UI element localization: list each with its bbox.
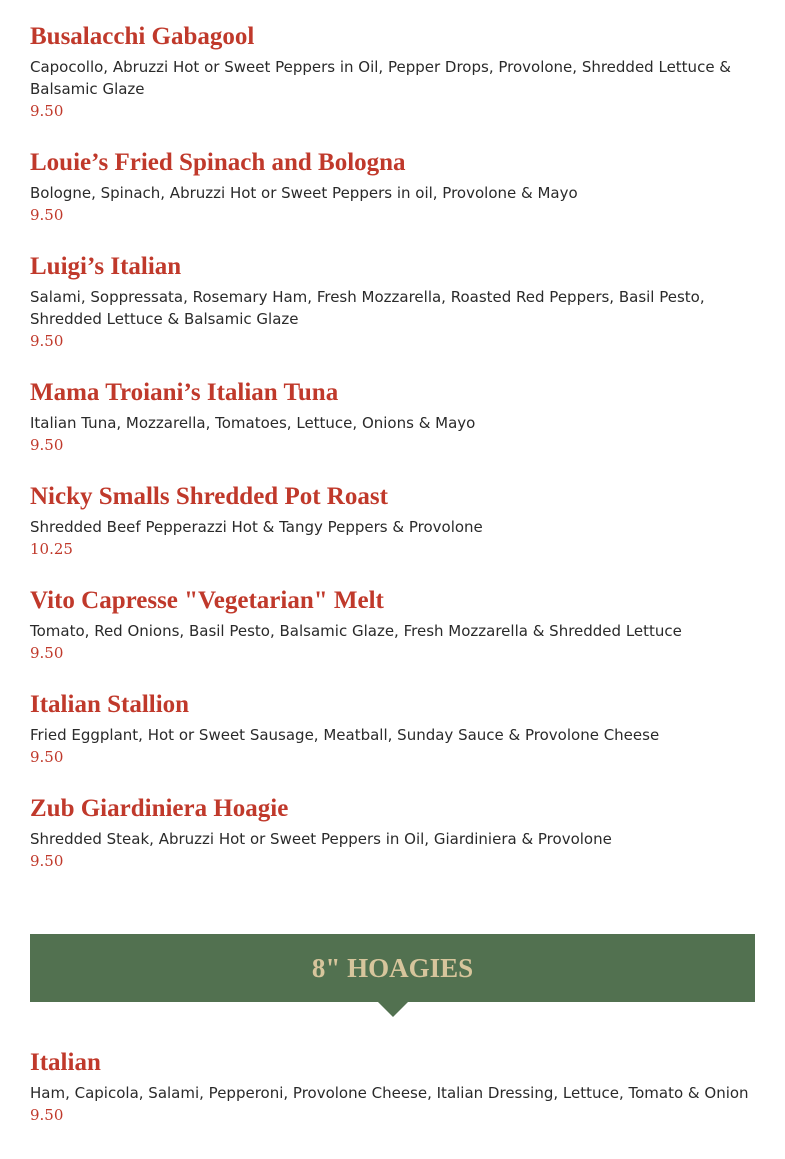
hoagie-list bbox=[30, 1048, 755, 1126]
item-name: Luigi’s Italian bbox=[30, 253, 182, 280]
item-price: 10.25 bbox=[30, 540, 73, 558]
item-description: Salami, Soppressata, Rosemary Ham, Fresh Mozzarella, Roasted Red Peppers, Basil Pesto, Shredded Lettuce & Balsamic Glaze bbox=[30, 288, 705, 328]
item-price: 9.50 bbox=[30, 332, 64, 350]
item-price: 9.50 bbox=[30, 748, 64, 766]
item-description: Shredded Beef Pepperazzi Hot & Tangy Peppers & Provolone bbox=[30, 518, 483, 536]
section-title: 8" HOAGIES bbox=[311, 952, 474, 983]
menu-item bbox=[30, 482, 755, 560]
item-description: Fried Eggplant, Hot or Sweet Sausage, Meatball, Sunday Sauce & Provolone Cheese bbox=[30, 726, 660, 744]
item-price: 9.50 bbox=[30, 206, 64, 224]
item-price: 9.50 bbox=[30, 852, 64, 870]
item-name: Vito Capresse "Vegetarian" Melt bbox=[30, 587, 384, 614]
item-name: Mama Troiani’s Italian Tuna bbox=[30, 379, 339, 406]
menu-item bbox=[30, 794, 755, 872]
item-name: Nicky Smalls Shredded Pot Roast bbox=[30, 483, 388, 510]
menu-item bbox=[30, 378, 755, 456]
item-name: Italian bbox=[30, 1049, 101, 1076]
item-price: 9.50 bbox=[30, 644, 64, 662]
item-description: Tomato, Red Onions, Basil Pesto, Balsamic Glaze, Fresh Mozzarella & Shredded Lettuce bbox=[30, 622, 682, 640]
item-description: Italian Tuna, Mozzarella, Tomatoes, Lettuce, Onions & Mayo bbox=[30, 414, 476, 432]
menu-item bbox=[30, 252, 755, 352]
item-name: Italian Stallion bbox=[30, 691, 190, 718]
menu-item bbox=[30, 586, 755, 664]
item-name: Louie’s Fried Spinach and Bologna bbox=[30, 149, 406, 176]
menu-item bbox=[30, 22, 755, 122]
item-price: 9.50 bbox=[30, 436, 64, 454]
menu-item bbox=[30, 1048, 755, 1126]
banner-arrow-decoration bbox=[378, 1002, 408, 1017]
item-description: Ham, Capicola, Salami, Pepperoni, Provolone Cheese, Italian Dressing, Lettuce, Tomato & Onion bbox=[30, 1084, 749, 1102]
hoagies-section-banner bbox=[30, 934, 755, 1002]
item-price: 9.50 bbox=[30, 102, 64, 120]
item-name: Zub Giardiniera Hoagie bbox=[30, 795, 289, 822]
item-description: Bologne, Spinach, Abruzzi Hot or Sweet Peppers in oil, Provolone & Mayo bbox=[30, 184, 578, 202]
menu-item bbox=[30, 148, 755, 226]
item-name: Busalacchi Gabagool bbox=[30, 23, 255, 50]
item-description: Capocollo, Abruzzi Hot or Sweet Peppers in Oil, Pepper Drops, Provolone, Shredded Lettuce & Balsamic Glaze bbox=[30, 58, 732, 98]
menu-item bbox=[30, 690, 755, 768]
item-price: 9.50 bbox=[30, 1106, 64, 1124]
item-description: Shredded Steak, Abruzzi Hot or Sweet Peppers in Oil, Giardiniera & Provolone bbox=[30, 830, 612, 848]
sandwich-list bbox=[30, 22, 755, 872]
